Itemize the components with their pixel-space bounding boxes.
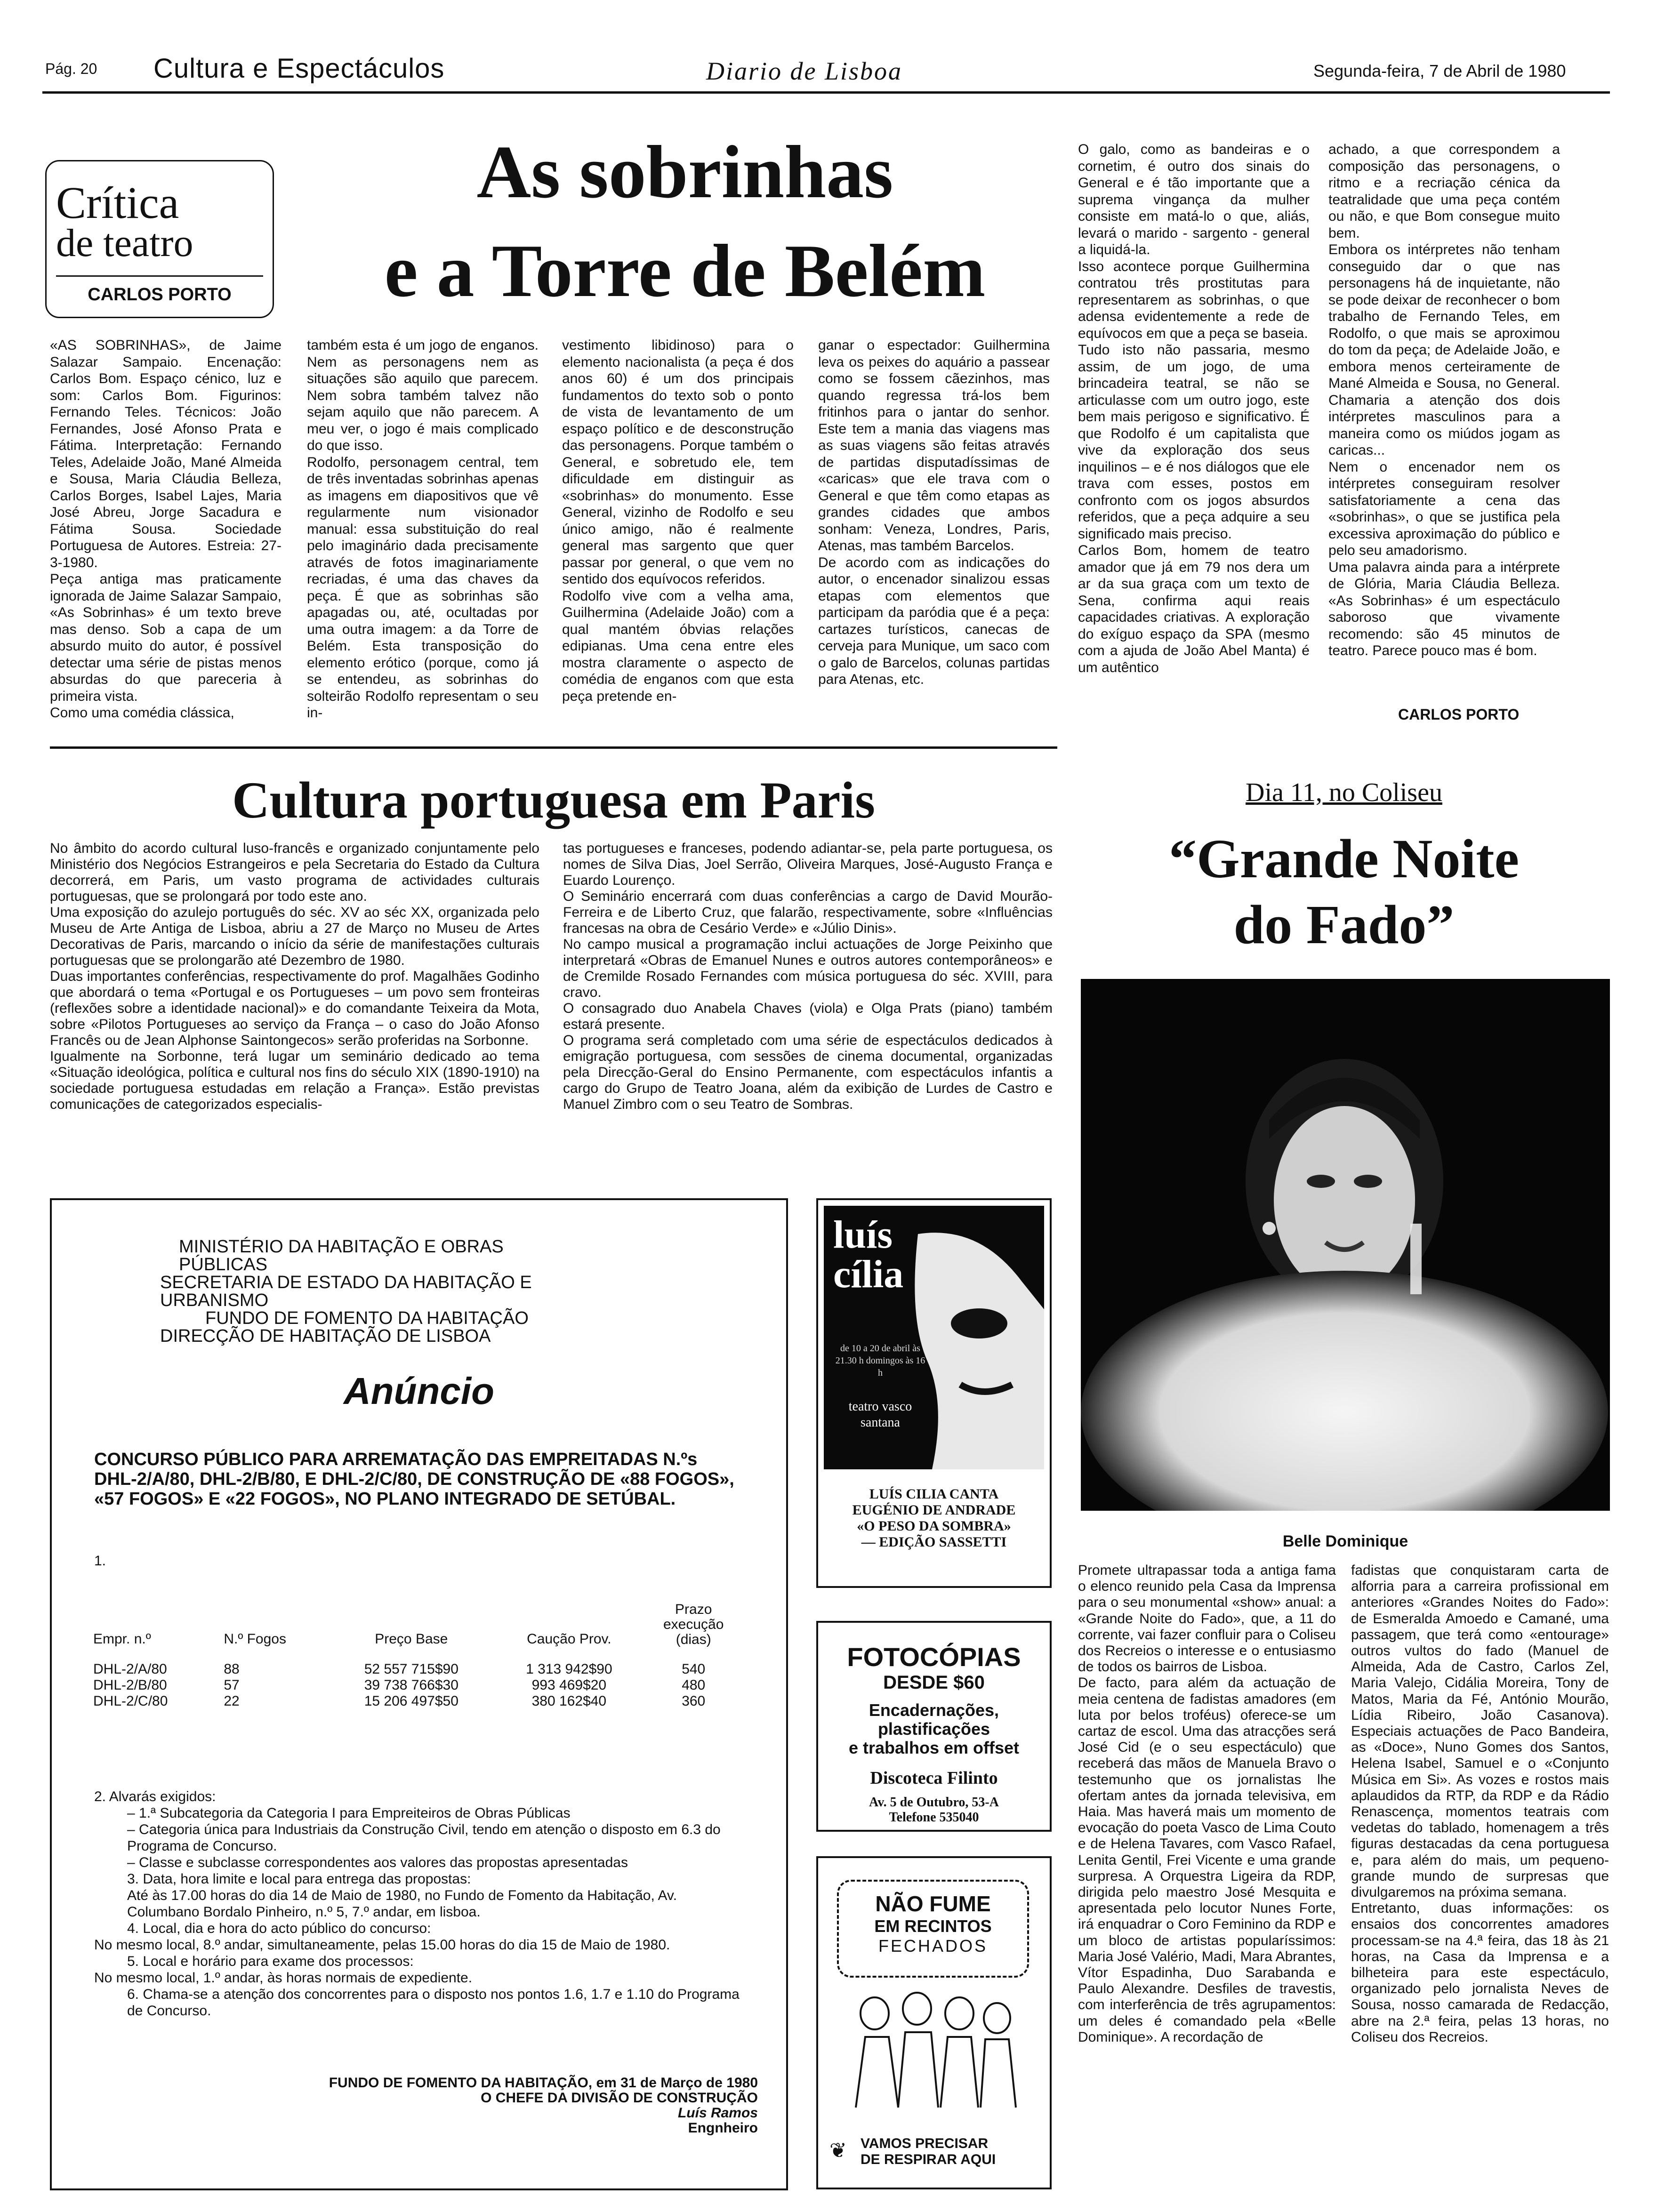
fado-photo-caption: Belle Dominique [1282, 1532, 1408, 1550]
cilia-caption-line: «O PESO DA SOMBRA» [857, 1518, 1011, 1534]
anuncio-org [160, 1238, 584, 1345]
anuncio-box [50, 1198, 788, 2190]
anuncio-item: 2. Alvarás exigidos: [94, 1789, 216, 1804]
table-cell: DHL-2/B/80 [93, 1677, 167, 1693]
cilia-dates: de 10 a 20 de abril às 21.30 h domingos às 16 h [835, 1343, 925, 1378]
fado-title-line2: do Fado” [1233, 894, 1455, 955]
cultura-title: Cultura portuguesa em Paris [232, 771, 875, 829]
naofume-line: EM RECINTOS [874, 1916, 992, 1936]
critica-bottom-rule [50, 746, 1057, 749]
table-row [89, 1661, 739, 1677]
lungs-icon: ❦ [829, 2139, 847, 2162]
anuncio-org-line: DIRECÇÃO DE HABITAÇÃO DE LISBOA [160, 1326, 491, 1346]
naofume-line: FECHADOS [878, 1936, 988, 1956]
table-cell: 52 557 715$90 [364, 1661, 458, 1677]
fotocopias-shop: Discoteca Filinto [870, 1768, 998, 1788]
table-header-cell: Empr. n.º [93, 1631, 151, 1647]
cilia-venue: teatro vasco santana [848, 1399, 912, 1430]
table-cell: 88 [224, 1661, 240, 1677]
anuncio-org-line: MINISTÉRIO DA HABITAÇÃO E OBRAS PÚBLICAS [179, 1237, 504, 1274]
belle-dominique-photo [1081, 979, 1610, 1511]
table-cell: DHL-2/C/80 [93, 1693, 168, 1709]
critica-logo [45, 160, 274, 318]
critica-logo-line2: de teatro [56, 221, 193, 265]
critica-title-line2: e a Torre de Belém [384, 229, 986, 313]
cilia-name-line1: luís [833, 1213, 893, 1257]
fotocopias-phone: Telefone 535040 [889, 1810, 979, 1825]
anuncio-org-line: SECRETARIA DE ESTADO DA HABITAÇÃO E URBANISMO [160, 1273, 532, 1310]
cilia-caption-line: LUÍS CILIA CANTA [869, 1486, 999, 1502]
cilia-caption-line: EUGÉNIO DE ANDRADE [852, 1502, 1016, 1518]
naofume-ad [816, 1856, 1052, 2189]
critica-title-line1: As sobrinhas [476, 130, 893, 214]
crowd-illustration [846, 1985, 1025, 2117]
naofume-bottom [861, 2136, 1039, 2168]
table-row [89, 1677, 739, 1693]
fotocopias-price: DESDE $60 [883, 1672, 985, 1693]
anuncio-org-line: FUNDO DE FOMENTO DA HABITAÇÃO [205, 1308, 529, 1328]
cilia-ad [816, 1198, 1052, 1588]
naofume-bottom-line: DE RESPIRAR AQUI [861, 2152, 996, 2167]
fotocopias-line: e trabalhos em offset [848, 1738, 1020, 1757]
fotocopias-line: plastificações [877, 1719, 990, 1739]
table-cell: 39 738 766$30 [364, 1677, 458, 1693]
critica-col-1: «AS SOBRINHAS», de Jaime Salazar Sampaio. Encenação: Carlos Bom. Espaço cénico, luz e som: Carlos Bom. Figurinos: Fernando Teles. Técnicos: João Fernandes, José Afonso Prata e Fátima. Interpretação: Fernando Teles, Adelaide João, Mané Almeida e Sousa, Maria Cláudia Belleza, Carlos Borges, Isabel Lajes, Maria José Abreu, Jorge Sacadura e Fátima Sousa. Sociedade Portuguesa de Autores. Estreia: 27-3-1980. Peça antiga mas praticamente ignorada de Jaime Salazar Sampaio, «As Sobrinhas» é um texto breve mas denso. Sob a capa de um absurdo muito do autor, é possível detectar uma série de pistas menos absurdas do que pareceria à primeira vista. Como uma comédia clássica, [50, 337, 282, 721]
masthead: Diario de Lisboa [706, 57, 903, 85]
table-cell: 380 162$40 [531, 1693, 607, 1709]
naofume-bubble [837, 1880, 1029, 1978]
anuncio-item: 3. Data, hora limite e local para entrega das propostas: [127, 1871, 471, 1887]
fado-col-2: fadistas que conquistaram carta de alforria para a carreira profissional em anteriores «Grandes Noites do Fado»: de Esmeralda Amoedo e Camané, uma passagem, que terá como «entourage» outros vultos do fado (Manuel de Almeida, Ada de Castro, Carlos Zel, Maria Valejo, Cidália Moreira, Tony de Matos, Maria da Fé, António Mourão, Lídia Ribeiro, João Casanova). Especiais actuações de Paco Bandeira, as «Doce», Nuno Gomes dos Santos, Helena Isabel, Samuel e o «Conjunto Música em Si». As vozes e rostos mais aplaudidos da RTP, da RDP e da Rádio Renascença, momentos teatrais com vedetas do tablado, homenagem a três figuras destacadas da cena portuguesa e, para além do mais, um pequeno-grande mundo de surpresas que divulgaremos na próxima semana. Entretanto, duas informações: os ensaios dos concorrentes amadores processam-se na 4.ª feira, das 18 às 21 horas, na Casa da Imprensa e a bilheteira para este espectáculo, organizado pelo jornalista Neves de Sousa, nosso camarada de Redacção, abre na 2.ª feira, pelas 13 horas, no Coliseu dos Recreios. [1351, 1563, 1609, 2045]
table-cell: 480 [682, 1677, 706, 1693]
section-title: Cultura e Espectáculos [153, 53, 445, 84]
table-header-cell: Prazo execução (dias) [663, 1602, 724, 1647]
table-cell: 15 206 497$50 [364, 1693, 458, 1709]
anuncio-item: 4. Local, dia e hora do acto público do concurso: [127, 1921, 431, 1936]
table-header-row [89, 1586, 739, 1647]
fotocopias-title: FOTOCÓPIAS [847, 1642, 1021, 1672]
anuncio-footer-line: FUNDO DE FOMENTO DA HABITAÇÃO, em 31 de Março de 1980 [329, 2075, 758, 2091]
critica-col-3: vestimento libidinoso) para o elemento nacionalista (a peça é dos anos 60) é um dos principais fundamentos do texto sob o ponto de vista de levantamento de um espaço político e de desconstrução das personagens. Porque também o General, e sobretudo ele, tem dificuldade em distinguir as «sobrinhas» do monumento. Esse General, vizinho de Rodolfo e seu único amigo, não é realmente general mas sargento que quer passar por general, o que vem no sentido dos equívocos referidos. Rodolfo vive com a velha ama, Guilhermina (Adelaide João) com a qual mantém óbvias relações edipianas. Uma cena entre eles mostra claramente o aspecto de comédia de enganos com que esta peça pretende en- [562, 337, 794, 704]
header-rule [42, 91, 1610, 94]
anuncio-concurso: CONCURSO PÚBLICO PARA ARREMATAÇÃO DAS EMPREITADAS N.ºs DHL-2/A/80, DHL-2/B/80, E DHL-2/C/80, DE CONSTRUÇÃO DE «88 FOGOS», «57 FOGOS» E «22 FOGOS», NO PLANO INTEGRADO DE SETÚBAL. [94, 1450, 734, 1509]
critica-col-6: achado, a que correspondem a composição das personagens, o ritmo e a recriação cénica da teatralidade que uma peça contém ou não, e que Bom consegue muito bem. Embora os intérpretes não tenham conseguido dar o que nas personagens há de inquietante, não se pode deixar de reconhecer o bom trabalho de Fernando Teles, em Rodolfo, o que mais se aproximou do tom da peça; de Adelaide João, e embora menos certeiramente de Mané Almeida e Sousa, no General. Chamaria a atenção dos dois intérpretes masculinos para a maneira como os miúdos jogam as caricas... Nem o encenador nem os intérpretes conseguiram resolver satisfatoriamente a cena das «sobrinhas», o que se justifica pela excessiva aproximação do público e pelo seu amadorismo. Uma palavra ainda para a intérprete de Glória, Maria Cláudia Belleza. «As Sobrinhas» é um espectáculo saboroso que vivamente recomendo: são 45 minutos de teatro. Parece pouco mas é bom. [1328, 142, 1560, 658]
table-cell: 540 [682, 1661, 706, 1677]
naofume-bottom-line: VAMOS PRECISAR [861, 2136, 989, 2151]
performer-illustration [1081, 979, 1610, 1511]
table-cell: 57 [224, 1677, 240, 1693]
fotocopias-ad [816, 1621, 1052, 1832]
anuncio-item: – 1.ª Subcategoria da Categoria I para Empreiteiros de Obras Públicas [127, 1805, 571, 1821]
anuncio-item: – Categoria única para Industriais da Construção Civil, tendo em atenção o disposto em 6.3 do Programa de Concurso. [127, 1822, 721, 1854]
fotocopias-line: Encadernações, [869, 1700, 999, 1720]
anuncio-footer [193, 2076, 758, 2136]
critica-col-4: ganar o espectador: Guilhermina leva os peixes do aquário a passear como se fossem cãezinhos, mas quando regressa trá-los bem fritinhos para o jantar do senhor. Este tem a mania das viagens mas as suas viagens são feitas através de partidas disputadíssimas de «caricas» que ele trava com o General e que têm como etapas as grandes cidades que ambos sonham: Veneza, Londres, Paris, Atenas, mas também Barcelos. De acordo com as indicações do autor, o encenador sinalizou essas etapas com elementos que participam da paródia que é a peça: cartazes turísticos, canecas de cerveja para Munique, um saco com o galo de Barcelos, colunas partidas para Atenas, etc. [818, 337, 1050, 687]
table-cell: 360 [682, 1693, 706, 1709]
fado-kicker: Dia 11, no Coliseu [1246, 778, 1442, 807]
table-cell: 1 313 942$90 [526, 1661, 612, 1677]
anuncio-item-1: 1. [94, 1553, 106, 1569]
anuncio-item: 5. Local e horário para exame dos processos: [127, 1954, 414, 1969]
anuncio-footer-name: Luís Ramos [677, 2105, 758, 2121]
anuncio-item: No mesmo local, 1.º andar, às horas normais de expediente. [94, 1970, 473, 1986]
table-cell: DHL-2/A/80 [93, 1661, 167, 1677]
critica-signature: CARLOS PORTO [1398, 706, 1520, 723]
anuncio-title: Anúncio [344, 1370, 494, 1412]
critica-col-2: também esta é um jogo de enganos. Nem as personagens nem as situações são aquilo que parecem. Nem sobra também talvez não sejam aquilo que não parecem. A meu ver, o jogo é mais complicado do que isso. Rodolfo, personagem central, tem de três inventadas sobrinhas apenas as imagens em diapositivos que vê regularmente num visionador manual: essa substituição do real pelo imaginário dada precisamente através de fotos imaginariamente recriadas, é uma das chaves da peça. É que as sobrinhas são apagadas ou, até, ocultadas por uma outra imagem: a da Torre de Belém. Esta transposição do elemento erótico (porque, como já se entendeu, as sobrinhas do solteirão Rodolfo representam o seu in- [307, 337, 539, 721]
cultura-col-2: tas portugueses e franceses, podendo adiantar-se, pela parte portuguesa, os nomes de Silva Dias, Joel Serrão, Oliveira Marques, José-Augusto França e Euardo Lourenço. O Seminário encerrará com duas conferências a cargo de David Mourão-Ferreira e de Liberto Cruz, que falarão, respectivamente, sobre «Influências francesas na obra de Cesário Verde» e «Júlio Dinis». No campo musical a programação inclui actuações de Jorge Peixinho que interpretará «Obras de Emanuel Nunes e outros autores contemporâneos» e de Cremilde Rosado Fernandes com música portuguesa do séc. XVIII, para cravo. O consagrado duo Anabela Chaves (viola) e Olga Prats (piano) também estará presente. O programa será completado com uma série de espectáculos dedicados à emigração portuguesa, com sessões de cinema documental, organizadas pela Direcção-Geral do Ensino Permanente, com espectáculos infantis a cargo do Grupo de Teatro Joana, além da exibição de Lurdes de Castro e Manuel Zimbro com o seu Teatro de Sombras. [563, 841, 1053, 1112]
anuncio-items [94, 1788, 744, 2019]
table-header-cell: Preço Base [375, 1631, 448, 1647]
fado-title-line1: “Grande Noite [1169, 828, 1519, 890]
cultura-col-1: No âmbito do acordo cultural luso-francês e organizado conjuntamente pelo Ministério dos Negócios Estrangeiros e pela Secretaria do Estado da Cultura decorrerá, em Paris, um vasto programa de actividades culturais portuguesas, que se prolongará por todo este ano. Uma exposição do azulejo português do séc. XV ao séc XX, organizada pelo Museu de Arte Antiga de Lisboa, abriu a 27 de Março no Museu de Artes Decorativas de Paris, marcando o início da série de manifestações culturais portuguesas que se prolongarão até Dezembro de 1980. Duas importantes conferências, respectivamente do prof. Magalhães Godinho que abordará o tema «Portugal e os Portugueses – um povo sem fronteiras (reflexões sobre a identidade nacional)» e do comandante Teixeira da Mota, sobre «Pilotos Portugueses ao serviço da França – o caso do João Afonso Francês ou de Jean Alphonse Saintongecos» serão proferidas na Sorbonne. Igualmente na Sorbonne, terá lugar um seminário dedicado ao tema «Situação ideológica, política e cultural nos fins do século XIX (1890-1910) na sociedade portuguesa estudadas em relação a França». Estão previstas comunicações de categorizados especialis- [50, 841, 539, 1112]
fotocopias-address: Av. 5 de Outubro, 53-A [869, 1795, 999, 1810]
anuncio-footer-role: Engnheiro [688, 2120, 758, 2136]
cilia-caption-line: — EDIÇÃO SASSETTI [861, 1534, 1007, 1550]
table-cell: 993 469$20 [531, 1677, 607, 1693]
naofume-line: NÃO FUME [875, 1891, 991, 1916]
issue-date: Segunda-feira, 7 de Abril de 1980 [1313, 61, 1566, 80]
anuncio-item: 6. Chama-se a atenção dos concorrentes para o disposto nos pontos 1.6, 1.7 e 1.10 do Programa de Concurso. [127, 1987, 740, 2019]
table-header-cell: N.º Fogos [224, 1631, 286, 1647]
table-cell: 22 [224, 1693, 240, 1709]
critica-col-5: O galo, como as bandeiras e o cornetim, é outro dos sinais do General e é tão importante que a suprema vingança da mulher consiste em matá-lo o que, aliás, levará o marido - sargento - general a liquidá-la. Isso acontece porque Guilhermina contratou três prostitutas para representarem as sobrinhas, o que adensa evidentemente a rede de equívocos em que a peça se baseia. Tudo isto não passaria, mesmo assim, de um jogo, de uma brincadeira teatral, se não se articulasse com um outro jogo, este bem mais perigoso e significativo. É que Rodolfo é um capitalista que vive da exploração dos seus inquilinos – e é nos diálogos que ele trava com esses, postos em confronto com os jogos absurdos referidos, que a peça adquire a seu significado mais preciso. Carlos Bom, homem de teatro amador que já em 79 nos dera um ar da sua graça com um texto de Sena, confirma aqui reais capacidades criativas. A exploração do exíguo espaço da SPA (mesmo com a ajuda de João Abel Manta) é um autêntico [1078, 142, 1310, 675]
fado-col-1: Promete ultrapassar toda a antiga fama o elenco reunido pela Casa da Imprensa para o seu monumental «show» anual: a «Grande Noite do Fado», que, a 11 do corrente, vai fazer confluir para o Coliseu dos Recreios o interesse e o entusiasmo de todos os bairros de Lisboa. De facto, para além da actuação de meia centena de fadistas amadores (em luta por belos troféus) oferece-se um cartaz de escol. Uma das atracções será José Cid (e o seu espectáculo) que receberá das mãos de Manuela Bravo o testemunho que os jornalistas lhe ofertam antes da jornada televisiva, em Haia. Mas haverá mais um momento de evocação do poeta Vasco de Lima Couto e de Helena Tavares, com Vasco Rafael, Lenita Gentil, Frei Vicente e uma grande surpresa. A Orquestra Ligeira da RDP, dirigida pelo maestro José Mesquita e apresentada pelo locutor Nunes Forte, irá enquadrar o Coro Feminino da RDP e um bloco de artistas popularíssimos: Maria José Valério, Madi, Mara Abrantes, Vítor Espadinha, Duo Sarabanda e Paulo Alexandre. Desfiles de travestis, com interferência de três agrupamentos: um deles é comandado pela «Belle Dominique». A recordação de [1078, 1563, 1336, 2045]
anuncio-item: No mesmo local, 8.º andar, simultaneamente, pelas 15.00 horas do dia 15 de Maio de 1980. [94, 1937, 670, 1953]
critica-logo-rule [56, 275, 263, 277]
table-row [89, 1693, 739, 1709]
page-number: Pág. 20 [45, 60, 97, 77]
anuncio-item: Até às 17.00 horas do dia 14 de Maio de 1980, no Fundo de Fomento da Habitação, Av. Columbano Bordalo Pinheiro, n.º 5, 7.º andar, em lisboa. [127, 1888, 677, 1920]
cilia-poster [824, 1206, 1044, 1469]
cilia-caption [818, 1486, 1050, 1550]
critica-logo-line1: Crítica [56, 177, 179, 228]
cilia-name-line2: cília [833, 1252, 904, 1296]
anuncio-table [89, 1586, 739, 1709]
anuncio-footer-line: O CHEFE DA DIVISÃO DE CONSTRUÇÃO [481, 2090, 758, 2106]
anuncio-item: – Classe e subclasse correspondentes aos valores das propostas apresentadas [127, 1855, 628, 1870]
critica-author: CARLOS PORTO [88, 285, 232, 305]
table-header-cell: Caução Prov. [527, 1631, 611, 1647]
